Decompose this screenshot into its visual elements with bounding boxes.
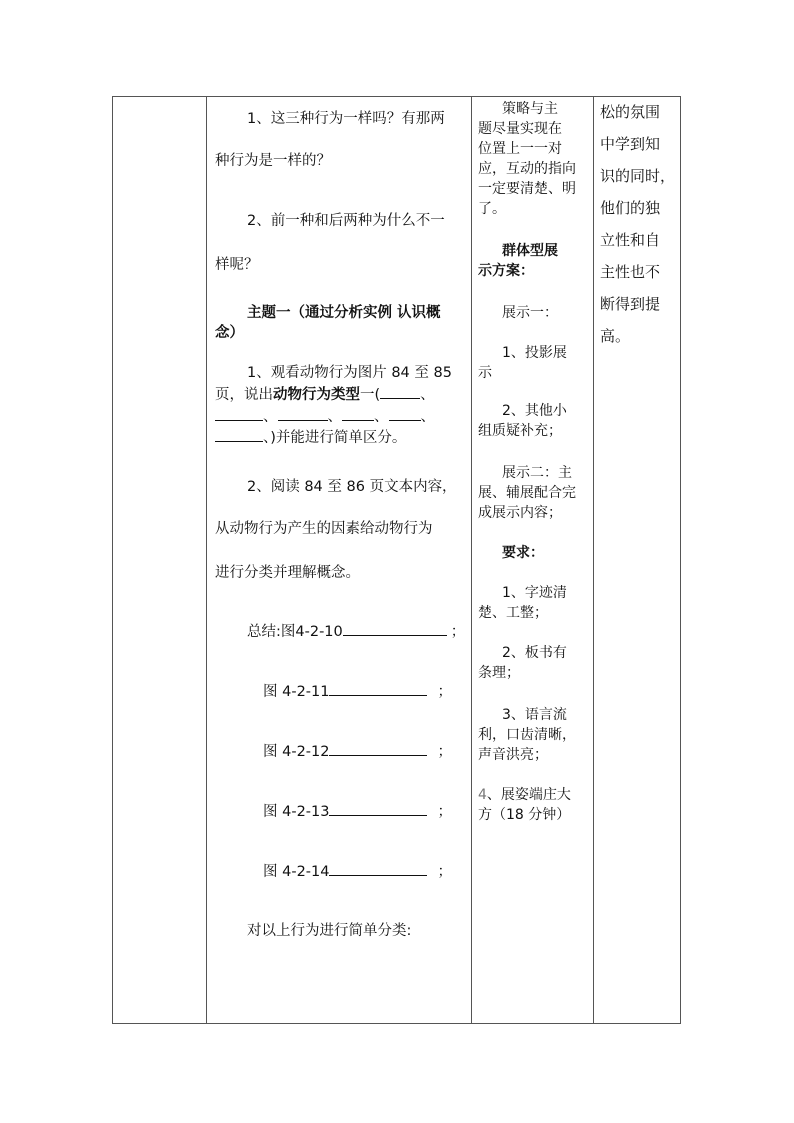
strategy-line: 题尽量实现在 (478, 121, 562, 137)
plan-item: 1、投影展 (502, 345, 567, 361)
separator: 、 (420, 409, 435, 425)
strategy-line: 应，互动的指向 (478, 161, 576, 177)
strategy-line: 一定要清楚、明 (478, 181, 576, 197)
separator: 、 (327, 409, 342, 425)
semicolon: ； (437, 864, 452, 880)
question-1-line: 1、这三种行为一样吗？有那两 (247, 111, 445, 127)
goal-line: 主性也不 (600, 263, 661, 281)
read-line: 进行分类并理解概念。 (215, 565, 360, 581)
item-number: 4 (478, 787, 487, 803)
figure-label: 总结:图4-2-10 (247, 624, 343, 640)
blank-line (343, 621, 447, 636)
question-2-line: 2、前一种和后两种为什么不一 (247, 213, 445, 229)
blank-line (215, 406, 263, 421)
show-heading: 展示一： (502, 305, 558, 321)
figure-label: 图 4-2-13 (263, 804, 330, 820)
strategy-line: 了。 (478, 201, 506, 217)
figure-line (263, 861, 452, 882)
read-line: 2、阅读 84 至 86 页文本内容， (247, 479, 457, 495)
goal-line: 中学到知 (600, 135, 661, 153)
figure-line (263, 681, 452, 702)
observe-line (215, 384, 435, 405)
blank-line (389, 406, 421, 421)
observe-text: 、)并能进行简单区分。 (263, 430, 407, 446)
blank-line (215, 427, 263, 442)
separator: 、 (374, 409, 389, 425)
figure-label: 图 4-2-11 (263, 684, 330, 700)
blank-line (329, 801, 427, 816)
question-2-line: 样呢？ (215, 257, 259, 273)
semicolon: ； (437, 684, 452, 700)
goal-line: 松的氛围 (600, 103, 661, 121)
requirement-item: 条理； (478, 665, 520, 681)
goals-cell (594, 97, 680, 1023)
topic-heading: 主题一（通过分析实例 认识概 (247, 305, 441, 321)
behavior-type-label: 动物行为类型 (273, 387, 360, 403)
goal-line: 高。 (600, 327, 631, 345)
separator: 、 (263, 409, 278, 425)
plan-item: 组质疑补充； (478, 423, 562, 439)
blank-line (329, 741, 427, 756)
requirement-item: 1、字迹清 (502, 585, 567, 601)
classify-line: 对以上行为进行简单分类: (247, 923, 412, 939)
activity-cell (207, 97, 471, 1023)
blank-line (329, 681, 427, 696)
semicolon: ； (450, 624, 466, 640)
strategy-line: 策略与主 (502, 101, 558, 117)
observe-text: 、 (420, 387, 435, 403)
observe-text: 页，说出 (215, 387, 273, 403)
blank-line (342, 406, 374, 421)
plan-heading: 示方案： (478, 263, 534, 279)
requirement-item: 声音洪亮； (478, 747, 548, 763)
strategy-cell (472, 97, 593, 1023)
summary-line (247, 621, 465, 642)
figure-label: 图 4-2-12 (263, 744, 330, 760)
topic-heading: 念） (215, 325, 244, 341)
goal-line: 识的同时， (600, 167, 676, 185)
observe-line (215, 406, 435, 427)
strategy-line: 位置上一一对 (478, 141, 562, 157)
observe-line (215, 427, 406, 448)
requirement-item: 2、板书有 (502, 645, 567, 661)
question-1-line: 种行为是一样的？ (215, 153, 331, 169)
requirement-item: 利，口齿清晰， (478, 727, 576, 743)
goal-line: 断得到提 (600, 295, 661, 313)
observe-line: 1、观看动物行为图片 84 至 85 (247, 365, 452, 381)
blank-line (380, 384, 420, 399)
plan-item: 2、其他小 (502, 403, 567, 419)
lesson-table (112, 96, 681, 1024)
requirement-item (478, 785, 571, 805)
read-line: 从动物行为产生的因素给动物行为 (215, 521, 433, 537)
requirement-item: 楚、工整； (478, 605, 548, 621)
figure-line (263, 741, 452, 762)
item-text: 、展姿端庄大 (486, 787, 571, 803)
requirement-item: 方（18 分钟） (478, 807, 571, 823)
empty-cell (113, 97, 206, 1023)
goal-line: 他们的独 (600, 199, 661, 217)
blank-line (329, 861, 427, 876)
blank-line (278, 406, 328, 421)
show-text: 展、辅展配合完 (478, 485, 576, 501)
show-heading: 展示二：主 (502, 465, 572, 481)
plan-heading: 群体型展 (502, 243, 558, 259)
semicolon: ； (437, 744, 452, 760)
goal-line: 立性和自 (600, 231, 661, 249)
show-text: 成展示内容； (478, 505, 562, 521)
figure-label: 图 4-2-14 (263, 864, 330, 880)
figure-line (263, 801, 452, 822)
plan-item: 示 (478, 365, 492, 381)
requirements-heading: 要求： (502, 545, 544, 561)
observe-text: 一( (360, 387, 381, 403)
requirement-item: 3、语言流 (502, 707, 567, 723)
semicolon: ； (437, 804, 452, 820)
